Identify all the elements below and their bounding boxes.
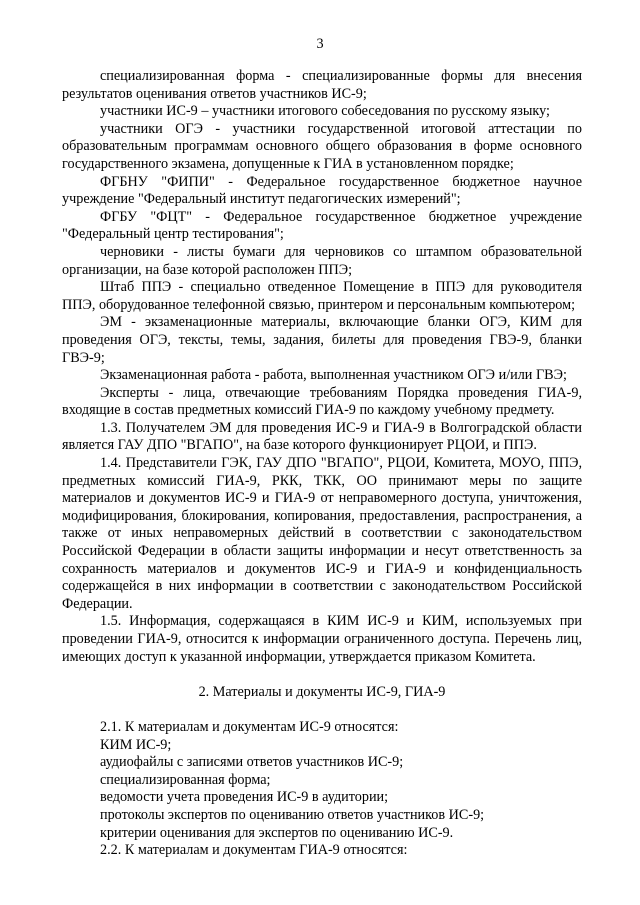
spacer: [62, 701, 582, 719]
clause-1-5: 1.5. Информация, содержащаяся в КИМ ИС-9 и КИМ, используемых при проведении ГИА-9, относится к информации ограниченного доступа. Перечень лиц, имеющих доступ к указанной информации, утверждается приказом Комитета.: [62, 613, 582, 665]
list-item: ведомости учета проведения ИС-9 в аудитории;: [100, 789, 389, 806]
definition-specialized-form: специализированная форма - специализированные формы для внесения результатов оценивания ответов участников ИС-9;: [62, 68, 582, 102]
clause-1-3: 1.3. Получателем ЭМ для проведения ИС-9 и ГИА-9 в Волгоградской области является ГАУ ДПО "ВГАПО", на базе которого функционирует РЦОИ, и ППЭ.: [62, 419, 582, 454]
definition-is9-participants: участники ИС-9 – участники итогового собеседования по русскому языку;: [100, 103, 550, 120]
list-item: 2.2. К материалам и документам ГИА-9 относятся:: [100, 842, 408, 859]
list-item: КИМ ИС-9;: [100, 736, 172, 753]
definition-oge-participants: участники ОГЭ - участники государственной итоговой аттестации по образовательным программам основного общего образования в форме основного государственного экзамена, допущенные к ГИА в установленном порядке;: [62, 120, 582, 172]
document-body: [62, 68, 582, 860]
page-number: 3: [316, 36, 324, 52]
list-item: протоколы экспертов по оцениванию ответов участников ИС-9;: [100, 806, 485, 823]
definition-em: ЭМ - экзаменационные материалы, включающие бланки ОГЭ, КИМ для проведения ОГЭ, тексты, темы, задания, билеты для проведения ГВЭ-9, бланки ГВЭ-9;: [62, 314, 582, 366]
list-item: критерии оценивания для экспертов по оцениванию ИС-9.: [100, 824, 454, 841]
definition-fipi: ФГБНУ "ФИПИ" - Федеральное государственное бюджетное научное учреждение "Федеральный институт педагогических измерений";: [62, 173, 582, 208]
definition-drafts: черновики - листы бумаги для черновиков со штампом образовательной организации, на базе которой расположен ППЭ;: [62, 243, 582, 278]
list-item: специализированная форма;: [100, 771, 271, 788]
definition-exam-work: Экзаменационная работа - работа, выполненная участником ОГЭ и/или ГВЭ;: [100, 367, 567, 384]
spacer: [62, 666, 582, 684]
list-item: 2.1. К материалам и документам ИС-9 относятся:: [100, 718, 399, 735]
list-item: аудиофайлы с записями ответов участников ИС-9;: [100, 754, 404, 771]
clause-1-4: 1.4. Представители ГЭК, ГАУ ДПО "ВГАПО", РЦОИ, Комитета, МОУО, ППЭ, предметных комиссий ГИА-9, РКК, ТКК, ОО принимают меры по защите материалов и документов ИС-9 и ГИА-9 от неправомерного доступа, уничтожения, модифицирования, блокирования, копирования, предоставления, распространения, а также от иных неправомерных действий в соответствии с законодательством Российской Федерации в области защиты информации и несут ответственность за сохранность материалов и документов ИС-9 и ГИА-9 и конфиденциальность содержащейся в них информации в соответствии с законодательством Российской Федерации.: [62, 455, 582, 612]
section-title: 2. Материалы и документы ИС-9, ГИА-9: [198, 683, 446, 700]
materials-list: [62, 719, 582, 860]
definition-ppe-hq: Штаб ППЭ - специально отведенное Помещение в ППЭ для руководителя ППЭ, оборудованное телефонной связью, принтером и персональным компьютером;: [62, 279, 582, 313]
definition-experts: Эксперты - лица, отвечающие требованиям Порядка проведения ГИА-9, входящие в состав предметных комиссий ГИА-9 по каждому учебному предмету.: [62, 384, 582, 419]
definition-fct: ФГБУ "ФЦТ" - Федеральное государственное бюджетное учреждение "Федеральный центр тестирования";: [62, 208, 582, 243]
